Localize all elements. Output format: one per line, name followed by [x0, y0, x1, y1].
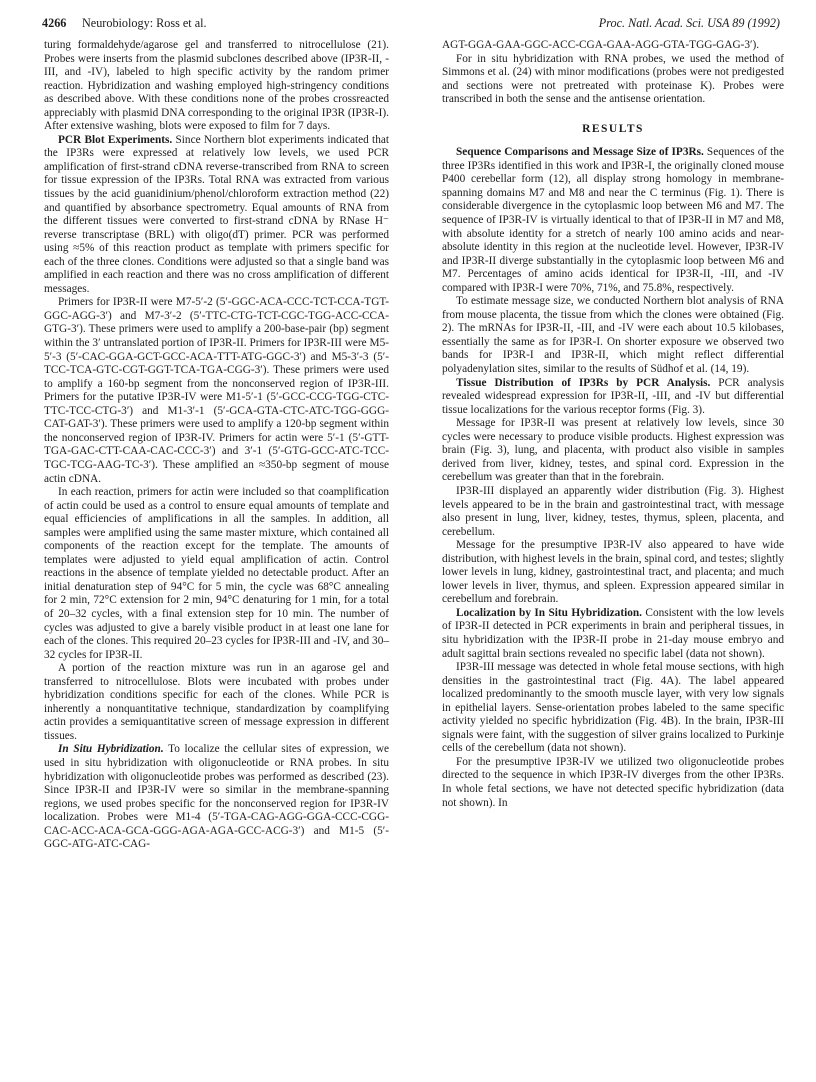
run-in-heading-tissue: Tissue Distribution of IP3Rs by PCR Analysis.	[456, 376, 711, 389]
page-number: 4266	[42, 16, 67, 30]
run-in-heading-pcr-blot: PCR Blot Experiments.	[58, 133, 173, 146]
run-in-heading-sequence: Sequence Comparisons and Message Size of IP3Rs.	[456, 146, 704, 159]
paragraph-sequence-comparisons	[442, 146, 784, 295]
paragraph-primers: Primers for IP3R-II were M7-5′-2 (5′-GGC-ACA-CCC-TCT-CCA-TGT-GGC-AGG-3′) and M7-3′-2 (5′-TTC-CTG-TCT-CGC-TGG-ACC-CCA-GTG-3′). These primers were used to amplify a 200-base-pair (bp) segment within the 3′ untranslated portion of IP3R-II. Primers for IP3R-III were M5-5′-3 (5′-CAC-GGA-GCT-GCC-ACA-TTT-ATG-GGC-3′) and M5-3′-3 (5′-TCC-TCA-GTC-CGT-GGT-TCA-TGA-CGG-3′). These primers were used to amplify a 160-bp segment from the nonconserved region of IP3R-III. Primers for the putative IP3R-IV were M1-5′-1 (5′-GCC-CCG-TGG-CTC-TTC-TCC-CTG-3′) and M1-3′-1 (5′-GCA-GTA-CTC-ATC-TGG-GGG-CAT-GAT-3′). These primers were used to amplify a 120-bp segment within the nonconserved region of IP3R-IV. Primers for actin were 5′-1 (5′-GTT-TGA-GAC-CTT-CAA-CAC-CCC-3′) and 3′-1 (5′-GTG-GCC-ATC-TCC-TGC-TCG-AAG-TC-3′). These amplified an ≈350-bp segment of mouse actin cDNA.	[44, 296, 389, 485]
left-column	[44, 39, 389, 852]
paragraph-northern-blot-cont: turing formaldehyde/agarose gel and transferred to nitrocellulose (21). Probes were inserts from the plasmid subclones described above (IP3R-II, -III, and -IV), labeled to high specific activity by the random primer reaction. Hybridization and washing employed high-stringency conditions as described above. With these conditions none of the probes crossreacted appreciably with plasmid DNA corresponding to the original IP3R (IP3R-I). After extensive washing, blots were exposed to film for 7 days.	[44, 39, 389, 133]
paragraph-ip3r-iii: IP3R-III displayed an apparently wider distribution (Fig. 3). Highest levels appeared to be in the brain and gastrointestinal tract, with message also present in lung, liver, kidney, testes, thymus, spleen, placenta, and cerebellum.	[442, 484, 784, 538]
paragraph-text: To localize the cellular sites of expression, we used in situ hybridization with oligonucleotide or RNA probes. In situ hybridization with oligonucleotide probes was performed as described (23). Since IP3R-II and IP3R-IV were so similar in the membrane-spanning regions, we used probes specific for the nonconserved region for IP3R-IV localization. Probes were M1-4 (5′-TGA-CAG-AGG-GGA-CCC-CGG-CAC-ACC-ACA-GCA-GGG-AGA-AGA-GCC-ACG-3′) and M1-5 (5′-GGC-ATG-ATC-CAG-	[44, 743, 389, 851]
running-header	[42, 14, 780, 34]
paragraph-probe-cont: AGT-GGA-GAA-GGC-ACC-CGA-GAA-AGG-GTA-TGG-GAG-3′).	[442, 39, 760, 51]
paragraph-text: PCR analysis revealed widespread expression for IP3R-II, -III, and -IV but differential tissue localizations for the various receptor forms (Fig. 3).	[442, 376, 784, 416]
paragraph-message-size: To estimate message size, we conducted Northern blot analysis of RNA from mouse placenta, the tissue from which the clones were obtained (Fig. 2). The mRNAs for IP3R-II, -III, and -IV were each about 10.5 kilobases, essentially the same as for IP3R-I. On shorter exposure we observed two bands for IP3R-I and IP3R-II, which might reflect differential polyadenylation sites, similar to the results of Südhof et al. (14, 19).	[442, 295, 784, 376]
paragraph-ip3r-iv-in-situ: For the presumptive IP3R-IV we utilized two oligonucleotide probes directed to the sequence in which IP3R-IV diverges from the other IP3Rs. In whole fetal sections, we have not detected specific hybridization (data not shown). In	[442, 755, 784, 809]
section-label: Neurobiology: Ross et al.	[82, 16, 207, 30]
paragraph-pcr-blot	[44, 134, 389, 297]
journal-citation: Proc. Natl. Acad. Sci. USA 89 (1992)	[598, 16, 780, 30]
paragraph-rna-probes: For in situ hybridization with RNA probes, we used the method of Simmons et al. (24) with minor modifications (probes were not predigested and sections were not pretreated with proteinase K). Probes were transcribed in both the sense and the antisense orientation.	[442, 52, 784, 106]
paragraph-blot-incubation: A portion of the reaction mixture was run in an agarose gel and transferred to nitrocellulose. Blots were incubated with probes under hybridization conditions specific for each of the clones. While PCR is inherently a nonquantitative technique, standardization by coamplifying actin provides a semiquantitative screen of message expression in different tissues.	[44, 662, 389, 742]
paragraph-text: Consistent with the low levels of IP3R-II detected in PCR experiments in brain and peripheral tissues, in situ hybridization with the IP3R-II probe in 21-day mouse embryo and adult sagittal brain sections revealed no specific label (data not shown).	[442, 606, 784, 660]
run-in-heading-in-situ: In Situ Hybridization.	[58, 743, 164, 756]
run-in-heading-localization: Localization by In Situ Hybridization.	[456, 606, 642, 619]
paragraph-in-situ-methods	[44, 743, 389, 851]
paragraph-localization	[442, 607, 784, 661]
paragraph-text: Sequences of the three IP3Rs identified in this work and IP3R-I, the originally cloned mouse P400 cerebellar form (12), all display strong homology in membrane-spanning domains M7 and M8 and near the C terminus (Fig. 1). There is considerable divergence in the cytoplasmic loop between M6 and M7. The sequence of IP3R-IV is virtually identical to that of IP3R-II in M7 and M8, with absolute identity for a stretch of nearly 100 amino acids and near-absolute identity in this region at the nucleotide level. However, IP3R-IV and IP3R-II diverge substantially in the cytoplasmic loop between M6 and M7. Percentages of amino acids identical for IP3R-II, -III, and -IV compared with IP3R-I were 70%, 71%, and 75.8%, respectively.	[442, 146, 784, 294]
paragraph-actin-control: In each reaction, primers for actin were included so that coamplification of actin could be used as a control to ensure equal amounts of template and equal efficiencies of amplifications in all the samples. In addition, all samples were amplified using the same master mixture, which contained all components of the reaction except for the template. The amounts of templates were adjusted to yield equal amplification of actin. Control reactions in the absence of template yielded no detectable product. After an initial denaturation step of 94°C for 5 min, the cycle was 68°C annealing for 2 min, 72°C extension for 2 min, 94°C denaturing for 1 min, for a total of 20–32 cycles, with a final extension step for 10 min. The number of cycles was adjusted to give a barely visible product in at least one lane for each of the clones. This required 20–23 cycles for IP3R-III and -IV, and 30–32 cycles for IP3R-II.	[44, 486, 389, 661]
section-title-results: RESULTS	[582, 122, 644, 135]
paragraph-ip3r-iv: Message for the presumptive IP3R-IV also appeared to have wide distribution, with highest levels in the brain, spinal cord, and testes; slightly lower levels in lung, kidney, gastrointestinal tract, and placenta; and much lower levels in liver, thymus, and spleen. Expression appeared similar in cerebellum and forebrain.	[442, 539, 785, 606]
paragraph-ip3r-ii: Message for IP3R-II was present at relatively low levels, since 30 cycles were necessary to produce visible products. Highest expression was brain (Fig. 3), lung, and placenta, with product also visible in samples derived from liver, kidney, testes, and spinal cord. Expression in the cerebellum was greater than that in the forebrain.	[442, 417, 784, 484]
paragraph-text: Since Northern blot experiments indicated that the IP3Rs were expressed at relatively low levels, we used PCR amplification of first-strand cDNA reverse-transcribed from RNA to screen for tissue expression of the IP3Rs. Total RNA was extracted from various tissues by the acid guanidinium/phenol/chloroform extraction method (22) and quantified by absorbance spectrometry. Equal amounts of RNA from the different tissues were converted to first-strand cDNA by RNase H⁻ reverse transcriptase (BRL) with oligo(dT) primer. PCR was performed using ≈5% of this reaction product as template with primers specific for each of the three clones. Conditions were adjusted so that a single band was amplified in each reaction and there was no cross amplification of different messages.	[44, 133, 389, 295]
right-column	[442, 39, 784, 810]
paragraph-tissue-distribution	[442, 377, 784, 418]
paragraph-ip3r-iii-in-situ: IP3R-III message was detected in whole fetal mouse sections, with high densities in the gastrointestinal tract (Fig. 4A). The label appeared localized predominantly to the smooth muscle layer, with very low signals in epithelial layers. Sense-orientation probes labeled to the same specific activity yielded no specific hybridization (Fig. 4B). In the brain, IP3R-III signals were faint, with the suggestion of silver grains localized to Purkinje cells of the cerebellum (data not shown).	[442, 661, 784, 755]
